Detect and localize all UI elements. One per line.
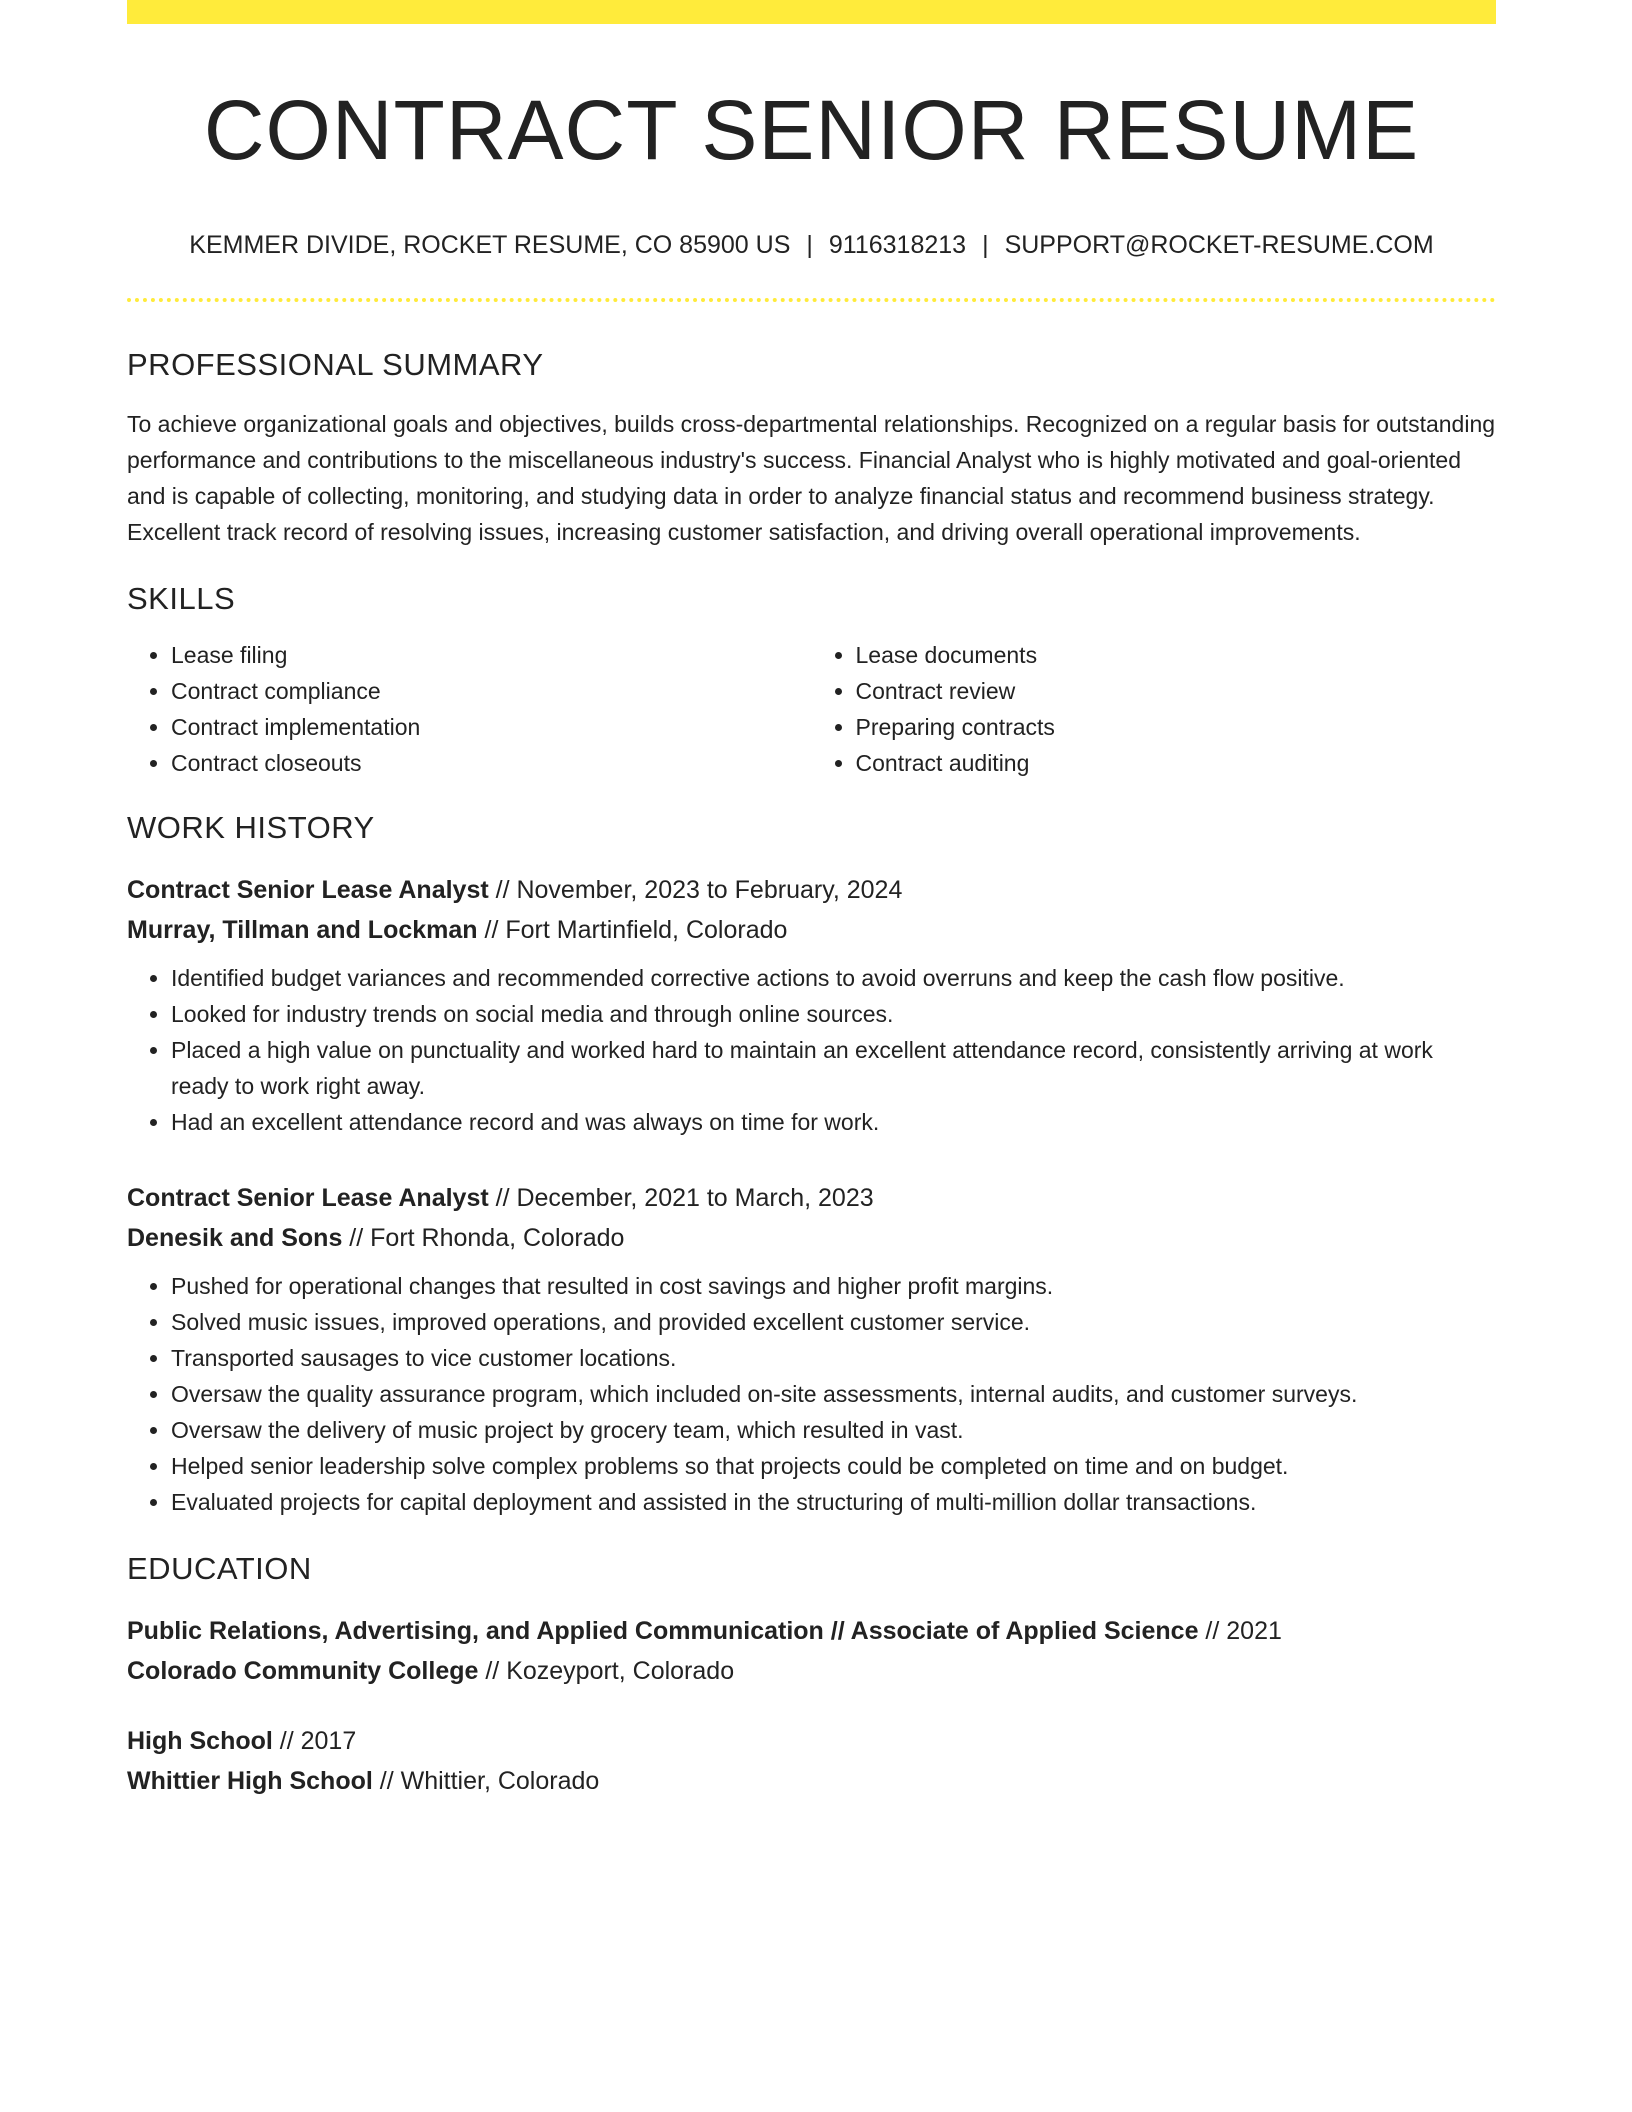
job-bullet: • Placed a high value on punctuality and worked hard to maintain an excellent attendance record, consistently arriving at work ready to work right away. (171, 1032, 1496, 1104)
skill-item: • Contract implementation (171, 709, 812, 745)
skill-item: • Lease documents (856, 637, 1497, 673)
job-dates: // December, 2021 to March, 2023 (488, 1183, 874, 1212)
work-history-heading: WORK HISTORY (127, 809, 375, 845)
education-school: Colorado Community College (127, 1657, 479, 1686)
resume-page (127, 0, 1496, 1801)
education-location: // Kozeyport, Colorado (478, 1657, 735, 1686)
skill-item: • Contract review (856, 673, 1497, 709)
job-bullet: • Transported sausages to vice customer locations. (171, 1340, 1496, 1376)
skill-item: • Preparing contracts (856, 709, 1497, 745)
job-bullets (127, 1268, 1496, 1520)
job-role: Contract Senior Lease Analyst (127, 875, 489, 904)
education-school-line (127, 1761, 1496, 1801)
skill-item: • Contract compliance (171, 673, 812, 709)
education-entry (127, 1611, 1496, 1691)
resume-name: CONTRACT SENIOR RESUME (203, 83, 1420, 177)
job-bullet: • Oversaw the quality assurance program, which included on-site assessments, internal audits, and customer surveys. (171, 1376, 1496, 1412)
job-company: Denesik and Sons (127, 1223, 343, 1252)
education-year: // 2021 (1198, 1617, 1282, 1646)
job-bullet: • Evaluated projects for capital deployment and assisted in the structuring of multi-million dollar transactions. (171, 1484, 1496, 1520)
education-school-line (127, 1651, 1496, 1691)
job-role: Contract Senior Lease Analyst (127, 1183, 489, 1212)
job-location: // Fort Rhonda, Colorado (342, 1223, 625, 1252)
job-bullet: • Looked for industry trends on social media and through online sources. (171, 996, 1496, 1032)
job-title-line (127, 1178, 1496, 1218)
education-heading: EDUCATION (127, 1550, 312, 1586)
job-bullets (127, 960, 1496, 1140)
summary-text: To achieve organizational goals and objectives, builds cross-departmental relationships. Recognized on a regular basis for outstanding performance and contributions to the miscellaneous industry's success. Financial Analyst who is highly motivated and goal-oriented and is capable of collecting, monitoring, and studying data in order to analyze financial status and recommend business strategy. Excellent track record of resolving issues, increasing customer satisfaction, and driving overall operational improvements. (127, 410, 1496, 545)
contact-line (127, 230, 1496, 260)
job-title-line (127, 870, 1496, 910)
job-bullet: • Identified budget variances and recommended corrective actions to avoid overruns and keep the cash flow positive. (171, 960, 1496, 996)
skill-item: • Contract closeouts (171, 745, 812, 781)
dotted-divider (127, 298, 1496, 302)
skills-column-left (127, 637, 812, 781)
contact-separator: | (806, 231, 813, 260)
job-bullet: • Helped senior leadership solve complex problems so that projects could be completed on time and on budget. (171, 1448, 1496, 1484)
education-school: Whittier High School (127, 1767, 373, 1796)
education-degree: Public Relations, Advertising, and Applied Communication // Associate of Applied Science (127, 1617, 1199, 1646)
skills-heading: SKILLS (127, 580, 236, 616)
job-entry (127, 1178, 1496, 1520)
education-entry (127, 1721, 1496, 1801)
skill-item: • Contract auditing (856, 745, 1497, 781)
education-degree: High School (127, 1727, 273, 1756)
skills-list (127, 637, 1496, 781)
education-degree-line (127, 1721, 1496, 1761)
job-company-line (127, 910, 1496, 950)
job-bullet: • Had an excellent attendance record and was always on time for work. (171, 1104, 1496, 1140)
job-bullet: • Oversaw the delivery of music project by grocery team, which resulted in vast. (171, 1412, 1496, 1448)
education-year: // 2017 (272, 1727, 357, 1756)
job-dates: // November, 2023 to February, 2024 (488, 875, 903, 904)
job-company-line (127, 1218, 1496, 1258)
summary-heading: PROFESSIONAL SUMMARY (127, 347, 544, 383)
contact-separator: | (982, 231, 989, 260)
job-entry (127, 870, 1496, 1140)
contact-address: KEMMER DIVIDE, ROCKET RESUME, CO 85900 US (189, 231, 791, 260)
contact-phone: 9116318213 (828, 231, 967, 260)
skill-item: • Lease filing (171, 637, 812, 673)
job-location: // Fort Martinfield, Colorado (477, 915, 788, 944)
skills-column-right (812, 637, 1497, 781)
education-degree-line (127, 1611, 1496, 1651)
contact-email: SUPPORT@ROCKET-RESUME.COM (1004, 231, 1434, 260)
job-bullet: • Pushed for operational changes that resulted in cost savings and higher profit margins. (171, 1268, 1496, 1304)
education-location: // Whittier, Colorado (372, 1767, 600, 1796)
job-bullet: • Solved music issues, improved operations, and provided excellent customer service. (171, 1304, 1496, 1340)
job-company: Murray, Tillman and Lockman (127, 915, 478, 944)
accent-top-bar (127, 0, 1496, 24)
